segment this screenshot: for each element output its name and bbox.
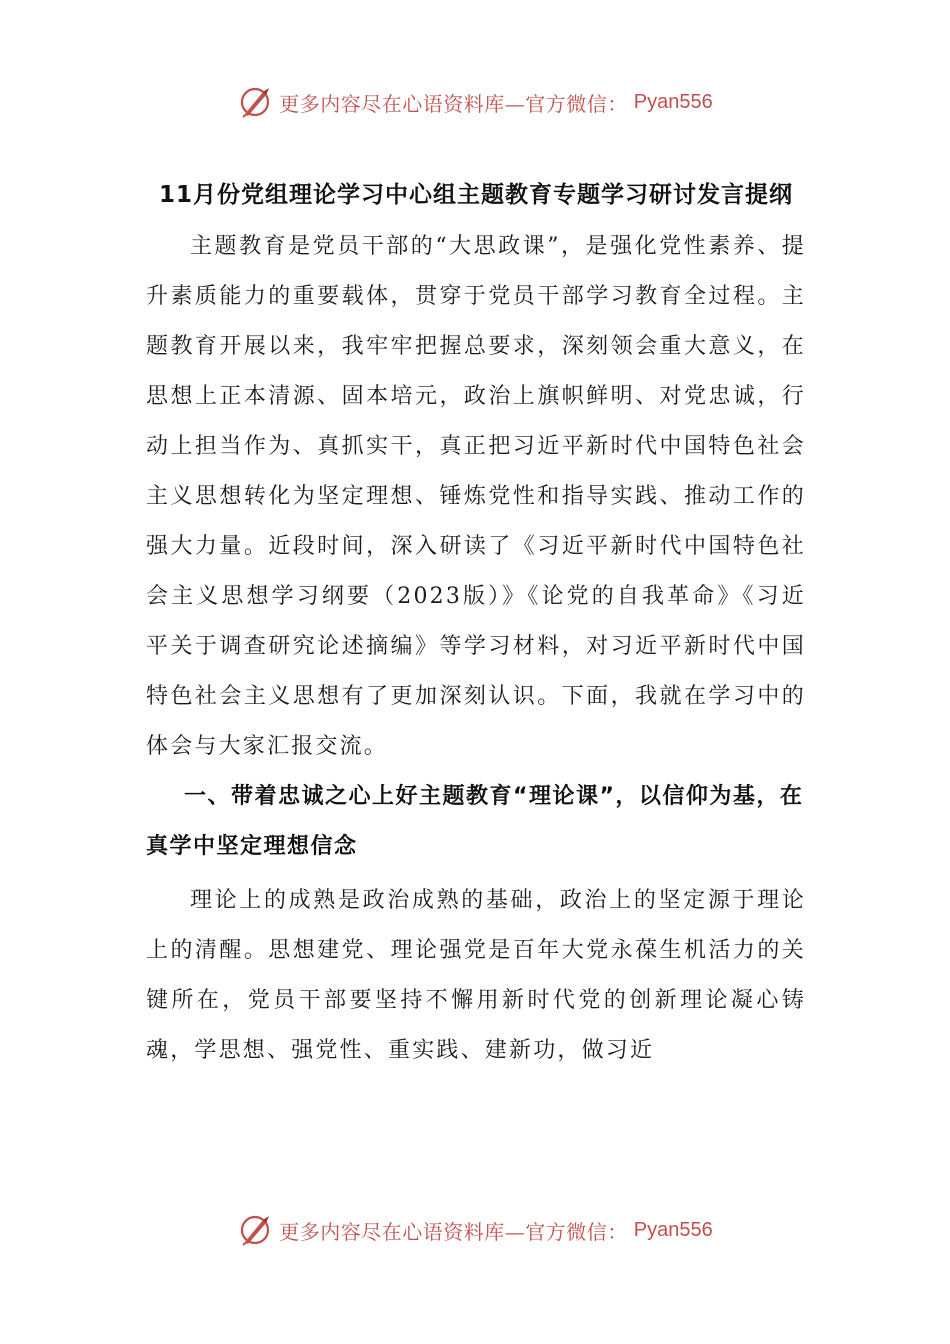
quill-pen-logo-icon <box>237 1212 273 1248</box>
watermark-text: 更多内容尽在心语资料库—官方微信： <box>279 1219 628 1244</box>
document-body <box>146 172 806 1076</box>
intro-paragraph: 主题教育是党员干部的“大思政课”，是强化党性素养、提升素质能力的重要载体，贯穿于党员干部学习教育全过程。主题教育开展以来，我牢牢把握总要求，深刻领会重大意义，在思想上正本清源、固本培元，政治上旗帜鲜明、对党忠诚，行动上担当作为、真抓实干，真正把习近平新时代中国特色社会主义思想转化为坚定理想、锤炼党性和指导实践、推动工作的强大力量。近段时间，深入研读了《习近平新时代中国特色社会主义思想学习纲要（2023版）》《论党的自我革命》《习近平关于调查研究论述摘编》等学习材料，对习近平新时代中国特色社会主义思想有了更加深刻认识。下面，我就在学习中的体会与大家汇报交流。 <box>146 234 806 759</box>
section-1-heading: 一、带着忠诚之心上好主题教育“理论课”，以信仰为基，在真学中坚定理想信念 <box>146 784 804 859</box>
document-title: 11月份党组理论学习中心组主题教育专题学习研讨发言提纲 <box>158 182 793 208</box>
watermark-text: 更多内容尽在心语资料库—官方微信： <box>279 91 628 116</box>
watermark-contact: Pyan556 <box>633 1218 713 1241</box>
quill-pen-logo-icon <box>237 84 273 120</box>
section-1-paragraph: 理论上的成熟是政治成熟的基础，政治上的坚定源于理论上的清醒。思想建党、理论强党是百年大党永葆生机活力的关键所在，党员干部要坚持不懈用新时代党的创新理论凝心铸魂，学思想、强党性、重实践、建新功，做习近 <box>146 888 806 1063</box>
watermark-banner-bottom <box>0 1210 950 1250</box>
watermark-banner-top <box>0 82 950 122</box>
watermark-contact: Pyan556 <box>633 90 713 113</box>
